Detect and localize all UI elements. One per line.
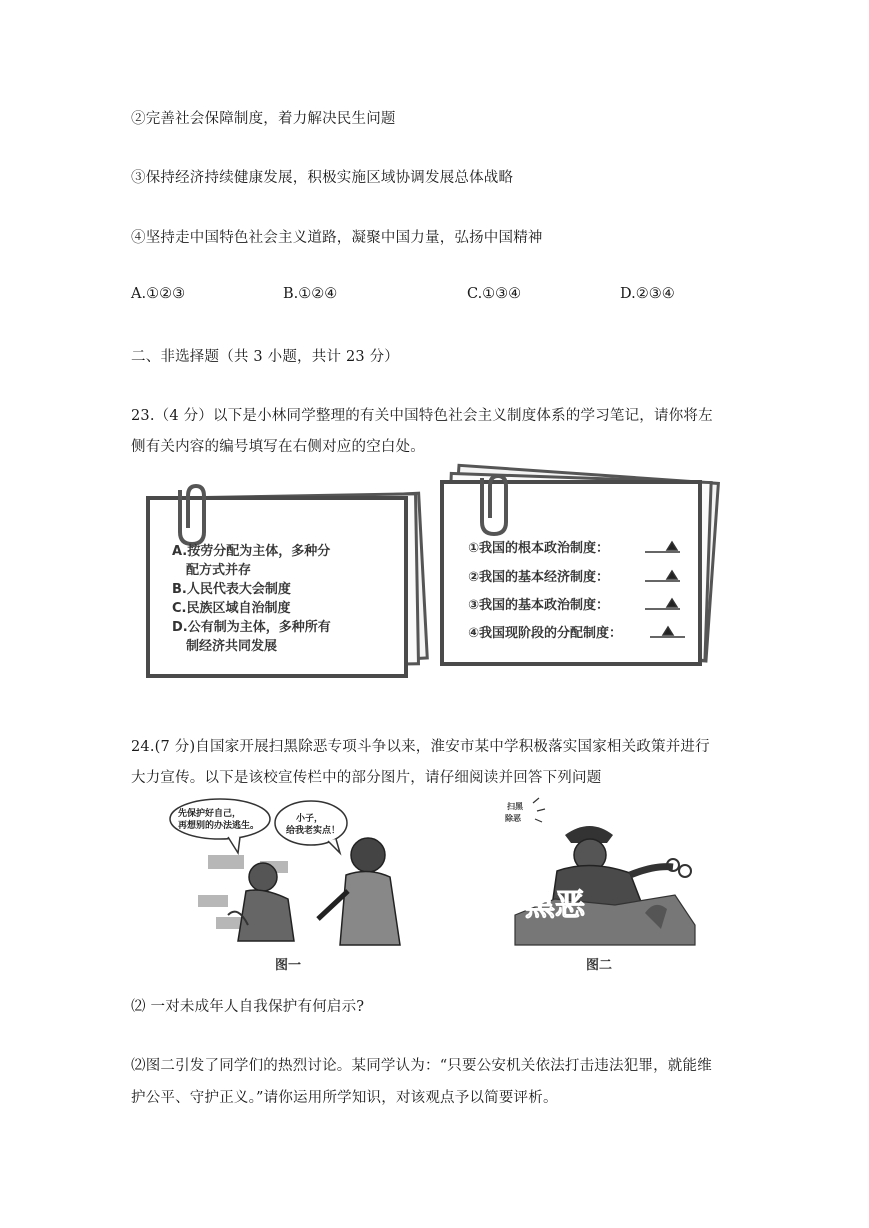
q24-stem-line1: 24.(7 分)自国家开展扫黑除恶专项斗争以来，淮安市某中学积极落实国家相关政策并进行 <box>131 739 710 755</box>
q24-sub2-line2: 护公平、守护正义。”请你运用所学知识，对该观点予以简要评析。 <box>131 1090 558 1106</box>
left-item-3: C.民族区域自治制度 <box>172 601 291 616</box>
svg-text:先保护好自己，: 先保护好自己， <box>178 809 242 819</box>
speech-bubble-2 <box>275 801 347 853</box>
q24-sub2-line1: ⑵图二引发了同学们的热烈讨论。某同学认为：“只要公安机关依法打击违法犯罪，就能维 <box>131 1058 712 1074</box>
q24-stem-line2: 大力宣传。以下是该校宣传栏中的部分图片，请仔细阅读并回答下列问题 <box>131 770 602 786</box>
corner-label <box>505 798 545 823</box>
statement-4: ④坚持走中国特色社会主义道路，凝聚中国力量，弘扬中国精神 <box>131 230 543 246</box>
figure-2-cartoon <box>495 795 705 950</box>
adult-figure <box>318 838 400 945</box>
svg-text:小子，: 小子， <box>296 814 324 824</box>
speech-bubble-1 <box>170 799 270 853</box>
option-b: B.①②④ <box>283 286 338 302</box>
q24-sub1: ⑵ 一对未成年人自我保护有何启示? <box>131 999 365 1015</box>
child-figure <box>228 863 294 941</box>
figure-1-cartoon <box>168 795 413 950</box>
svg-text:再想别的办法逃生。: 再想别的办法逃生。 <box>178 821 260 831</box>
figure-2-caption: 图二 <box>586 958 613 973</box>
right-item-2: ②我国的基本经济制度： <box>468 570 610 585</box>
svg-text:给我老实点！: 给我老实点！ <box>286 826 341 836</box>
big-characters: 黑恶 <box>525 888 585 923</box>
statement-3: ③保持经济持续健康发展，积极实施区域协调发展总体战略 <box>131 170 514 186</box>
left-item-1b: 配方式并存 <box>186 563 252 578</box>
option-d: D.②③④ <box>620 286 675 302</box>
statement-2: ②完善社会保障制度，着力解决民生问题 <box>131 111 396 127</box>
left-item-4: D.公有制为主体，多种所有 <box>172 620 331 635</box>
figure-1-caption: 图一 <box>275 958 302 973</box>
svg-text:扫黑: 扫黑 <box>507 802 523 811</box>
right-item-4: ④我国现阶段的分配制度： <box>468 626 623 641</box>
option-c: C.①③④ <box>467 286 522 302</box>
section-heading: 二、非选择题（共 3 小题，共计 23 分） <box>131 349 400 365</box>
q23-stem-line1: 23.（4 分）以下是小林同学整理的有关中国特色社会主义制度体系的学习笔记，请你将左 <box>131 408 713 424</box>
svg-text:除恶: 除恶 <box>505 814 521 823</box>
q23-stem-line2: 侧有关内容的编号填写在右侧对应的空白处。 <box>131 439 425 455</box>
left-item-2: B.人民代表大会制度 <box>172 582 291 597</box>
option-a: A.①②③ <box>131 286 186 302</box>
left-item-1: A.按劳分配为主体，多种分 <box>172 544 331 559</box>
right-item-1: ①我国的根本政治制度： <box>468 541 610 556</box>
q23-notes-illustration <box>140 460 740 695</box>
right-item-3: ③我国的基本政治制度： <box>468 598 610 613</box>
left-item-4b: 制经济共同发展 <box>186 639 278 654</box>
